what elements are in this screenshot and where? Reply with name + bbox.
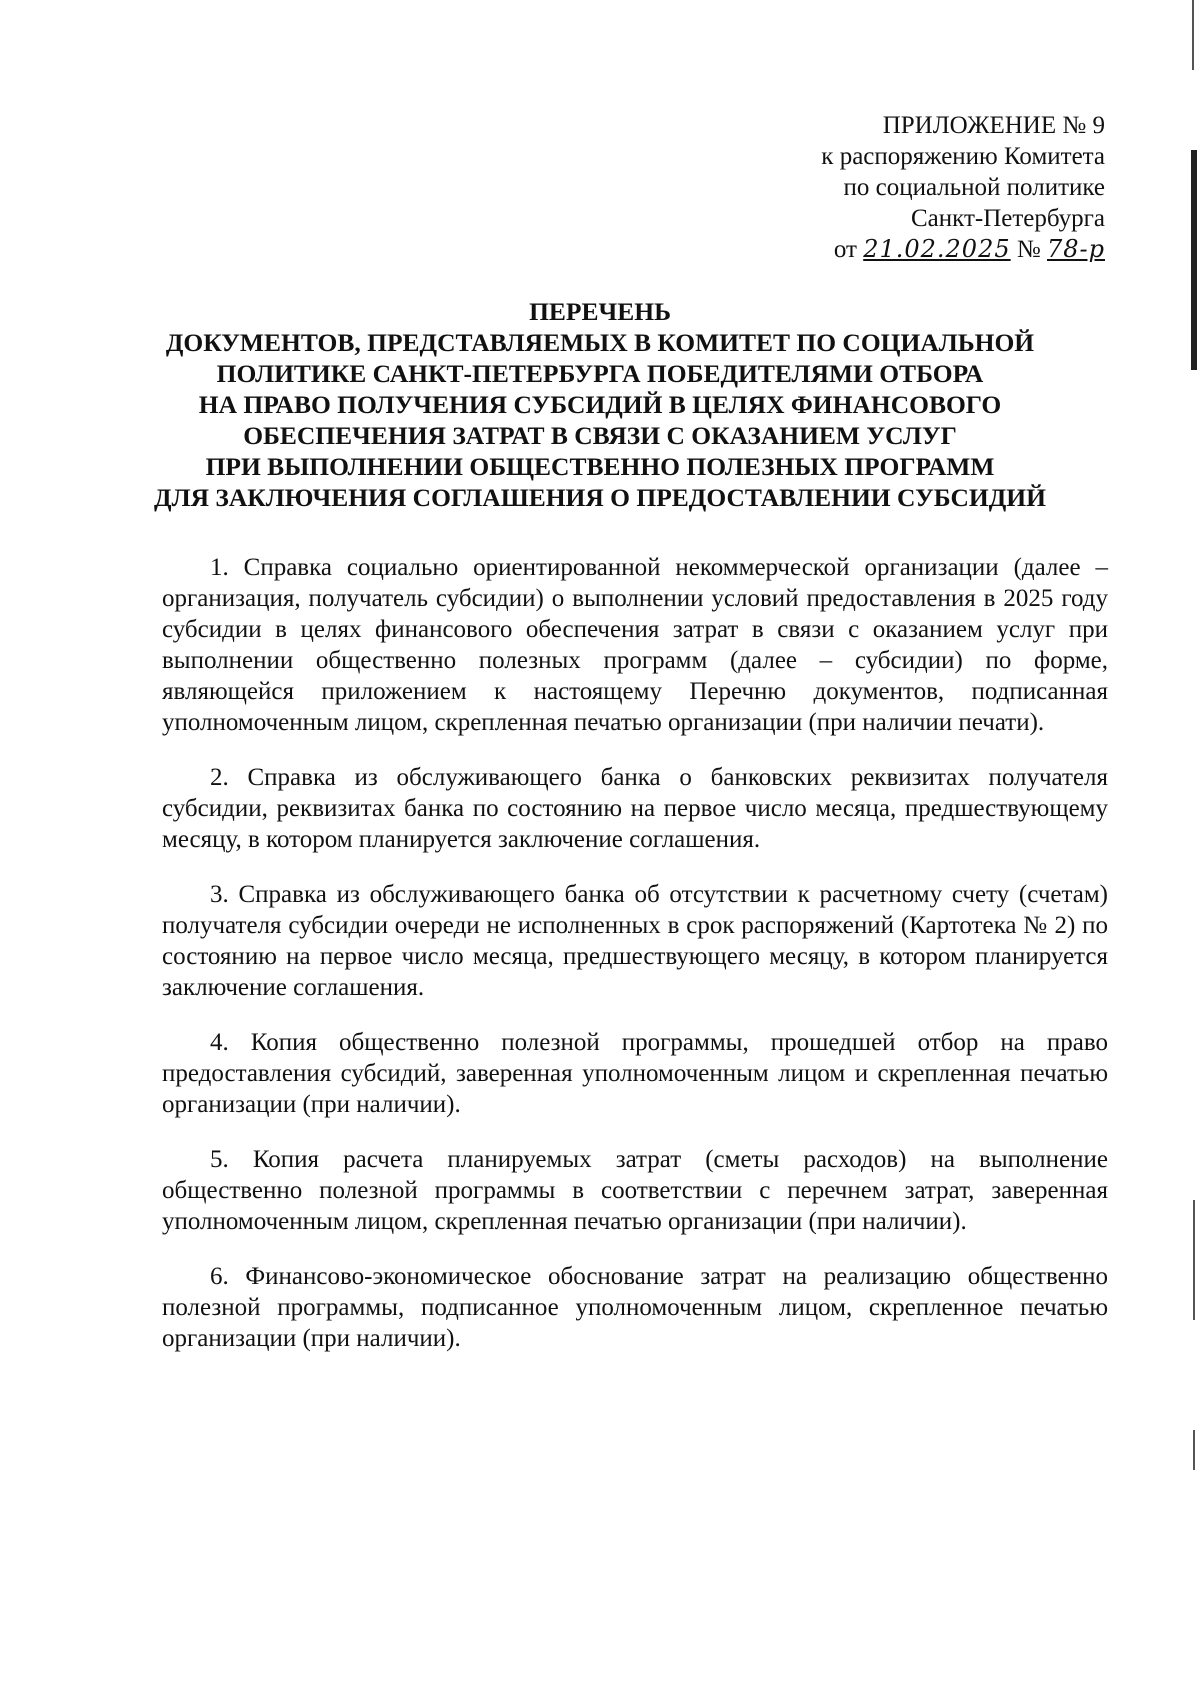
- appendix-committee-line: по социальной политике: [843, 174, 1105, 201]
- appendix-header: [821, 110, 1105, 265]
- handwritten-number: 78-р: [1046, 235, 1105, 263]
- title-line: НА ПРАВО ПОЛУЧЕНИЯ СУБСИДИЙ В ЦЕЛЯХ ФИНАНСОВОГО: [198, 390, 1002, 419]
- title-line: ПЕРЕЧЕНЬ: [529, 297, 671, 326]
- list-item: 5. Копия расчета планируемых затрат (сметы расходов) на выполнение общественно полезной программы в соответствии с перечнем затрат, заверенная уполномоченным лицом, скрепленная печатью организации (при наличии).: [162, 1146, 1108, 1235]
- title-line: ОБЕСПЕЧЕНИЯ ЗАТРАТ В СВЯЗИ С ОКАЗАНИЕМ УСЛУГ: [243, 421, 957, 450]
- appendix-date-line: [821, 234, 1105, 265]
- number-label: №: [1016, 236, 1041, 263]
- appendix-city-line: Санкт-Петербурга: [910, 205, 1105, 232]
- scan-edge-mark: [1192, 0, 1194, 70]
- title-line: ПОЛИТИКЕ САНКТ-ПЕТЕРБУРГА ПОБЕДИТЕЛЯМИ ОТБОРА: [216, 359, 984, 388]
- list-item: 4. Копия общественно полезной программы, прошедшей отбор на право предоставления субсидий, заверенная уполномоченным лицом и скрепленная печатью организации (при наличии).: [162, 1029, 1108, 1118]
- appendix-order-line: к распоряжению Комитета: [821, 143, 1105, 170]
- title-line: ДЛЯ ЗАКЛЮЧЕНИЯ СОГЛАШЕНИЯ О ПРЕДОСТАВЛЕНИИ СУБСИДИЙ: [154, 483, 1046, 512]
- appendix-number: ПРИЛОЖЕНИЕ № 9: [882, 112, 1105, 139]
- document-title: [90, 296, 1110, 513]
- handwritten-date: 21.02.2025: [863, 235, 1011, 263]
- list-item: 6. Финансово-экономическое обоснование затрат на реализацию общественно полезной программы, подписанное уполномоченным лицом, скрепленное печатью организации (при наличии).: [162, 1263, 1108, 1352]
- scan-edge-mark: [1191, 150, 1197, 370]
- list-item: 3. Справка из обслуживающего банка об отсутствии к расчетному счету (счетам) получателя субсидии очереди не исполненных в срок распоряжений (Картотека № 2) по состоянию на первое число месяца, предшествующего месяцу, в котором планируется заключение соглашения.: [162, 881, 1108, 1001]
- title-line: ДОКУМЕНТОВ, ПРЕДСТАВЛЯЕМЫХ В КОМИТЕТ ПО СОЦИАЛЬНОЙ: [165, 328, 1035, 357]
- document-body: [162, 552, 1108, 1378]
- title-line: ПРИ ВЫПОЛНЕНИИ ОБЩЕСТВЕННО ПОЛЕЗНЫХ ПРОГРАММ: [205, 452, 995, 481]
- scan-edge-mark: [1193, 1200, 1195, 1320]
- from-label: от: [833, 236, 857, 263]
- list-item: 1. Справка социально ориентированной некоммерческой организации (далее – организация, получатель субсидии) о выполнении условий предоставления в 2025 году субсидии в целях финансового обеспечения затрат в связи с оказанием услуг при выполнении общественно полезных программ (далее – субсидии) по форме, являющейся приложением к настоящему Перечню документов, подписанная уполномоченным лицом, скрепленная печатью организации (при наличии печати).: [162, 554, 1108, 736]
- scan-edge-mark: [1193, 1430, 1195, 1470]
- list-item: 2. Справка из обслуживающего банка о банковских реквизитах получателя субсидии, реквизитах банка по состоянию на первое число месяца, предшествующему месяцу, в котором планируется заключение соглашения.: [162, 764, 1108, 853]
